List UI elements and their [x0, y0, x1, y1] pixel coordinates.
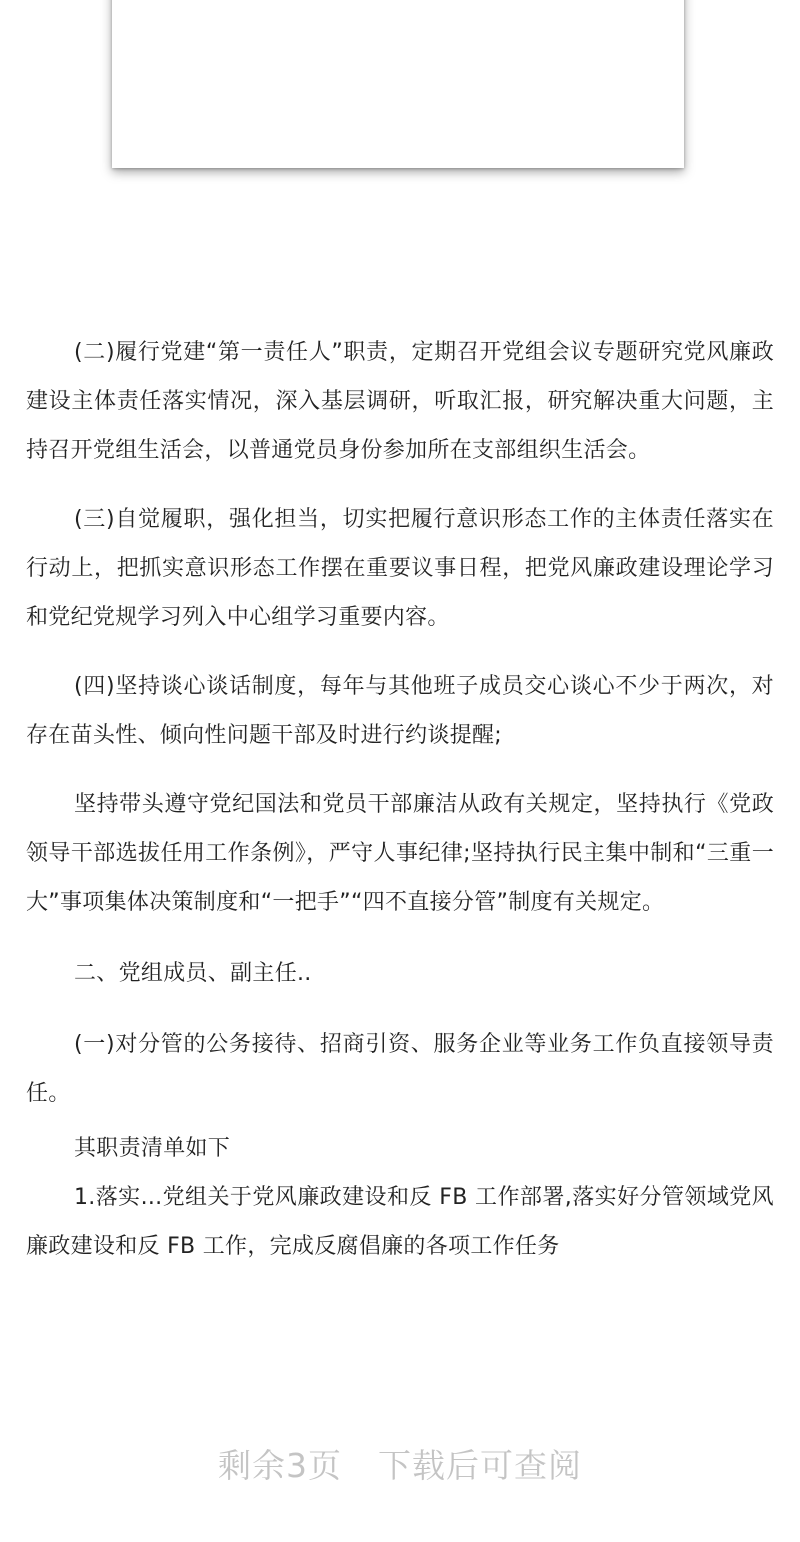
paragraph-talk-system: (四)坚持谈心谈话制度，每年与其他班子成员交心谈心不少于两次，对存在苗头性、倾向性问题干部及时进行约谈提醒; — [26, 674, 774, 748]
document-body — [26, 328, 774, 1271]
download-hint-label: 下载后可查阅 — [378, 1446, 582, 1485]
section-heading-deputy: 二、党组成员、副主任.. — [74, 961, 312, 986]
download-prompt[interactable] — [0, 1440, 800, 1487]
paragraph-party-building-duty: (二)履行党建“第一责任人”职责，定期召开党组会议专题研究党风廉政建设主体责任落实情况，深入基层调研，听取汇报，研究解决重大问题，主持召开党组生活会，以普通党员身份参加所在支部组织生活会。 — [26, 340, 774, 463]
paragraph-deputy-responsibility: (一)对分管的公务接待、招商引资、服务企业等业务工作负直接领导责任。 — [26, 1032, 774, 1106]
document-page-preview — [112, 0, 684, 168]
paragraph-ideology-duty: (三)自觉履职，强化担当，切实把履行意识形态工作的主体责任落实在行动上，把抓实意识形态工作摆在重要议事日程，把党风廉政建设理论学习和党纪党规学习列入中心组学习重要内容。 — [26, 507, 774, 630]
paragraph-duty-list-intro: 其职责清单如下 — [74, 1136, 231, 1161]
remaining-pages-label: 剩余3页 — [218, 1446, 342, 1485]
paragraph-discipline: 坚持带头遵守党纪国法和党员干部廉洁从政有关规定，坚持执行《党政领导干部选拔任用工作条例》，严守人事纪律;坚持执行民主集中制和“三重一大”事项集体决策制度和“一把手”“四不直接分管”制度有关规定。 — [26, 792, 774, 915]
paragraph-duty-item-1: 1.落实...党组关于党风廉政建设和反 FB 工作部署,落实好分管领域党风廉政建设和反 FB 工作，完成反腐倡廉的各项工作任务 — [26, 1185, 774, 1259]
